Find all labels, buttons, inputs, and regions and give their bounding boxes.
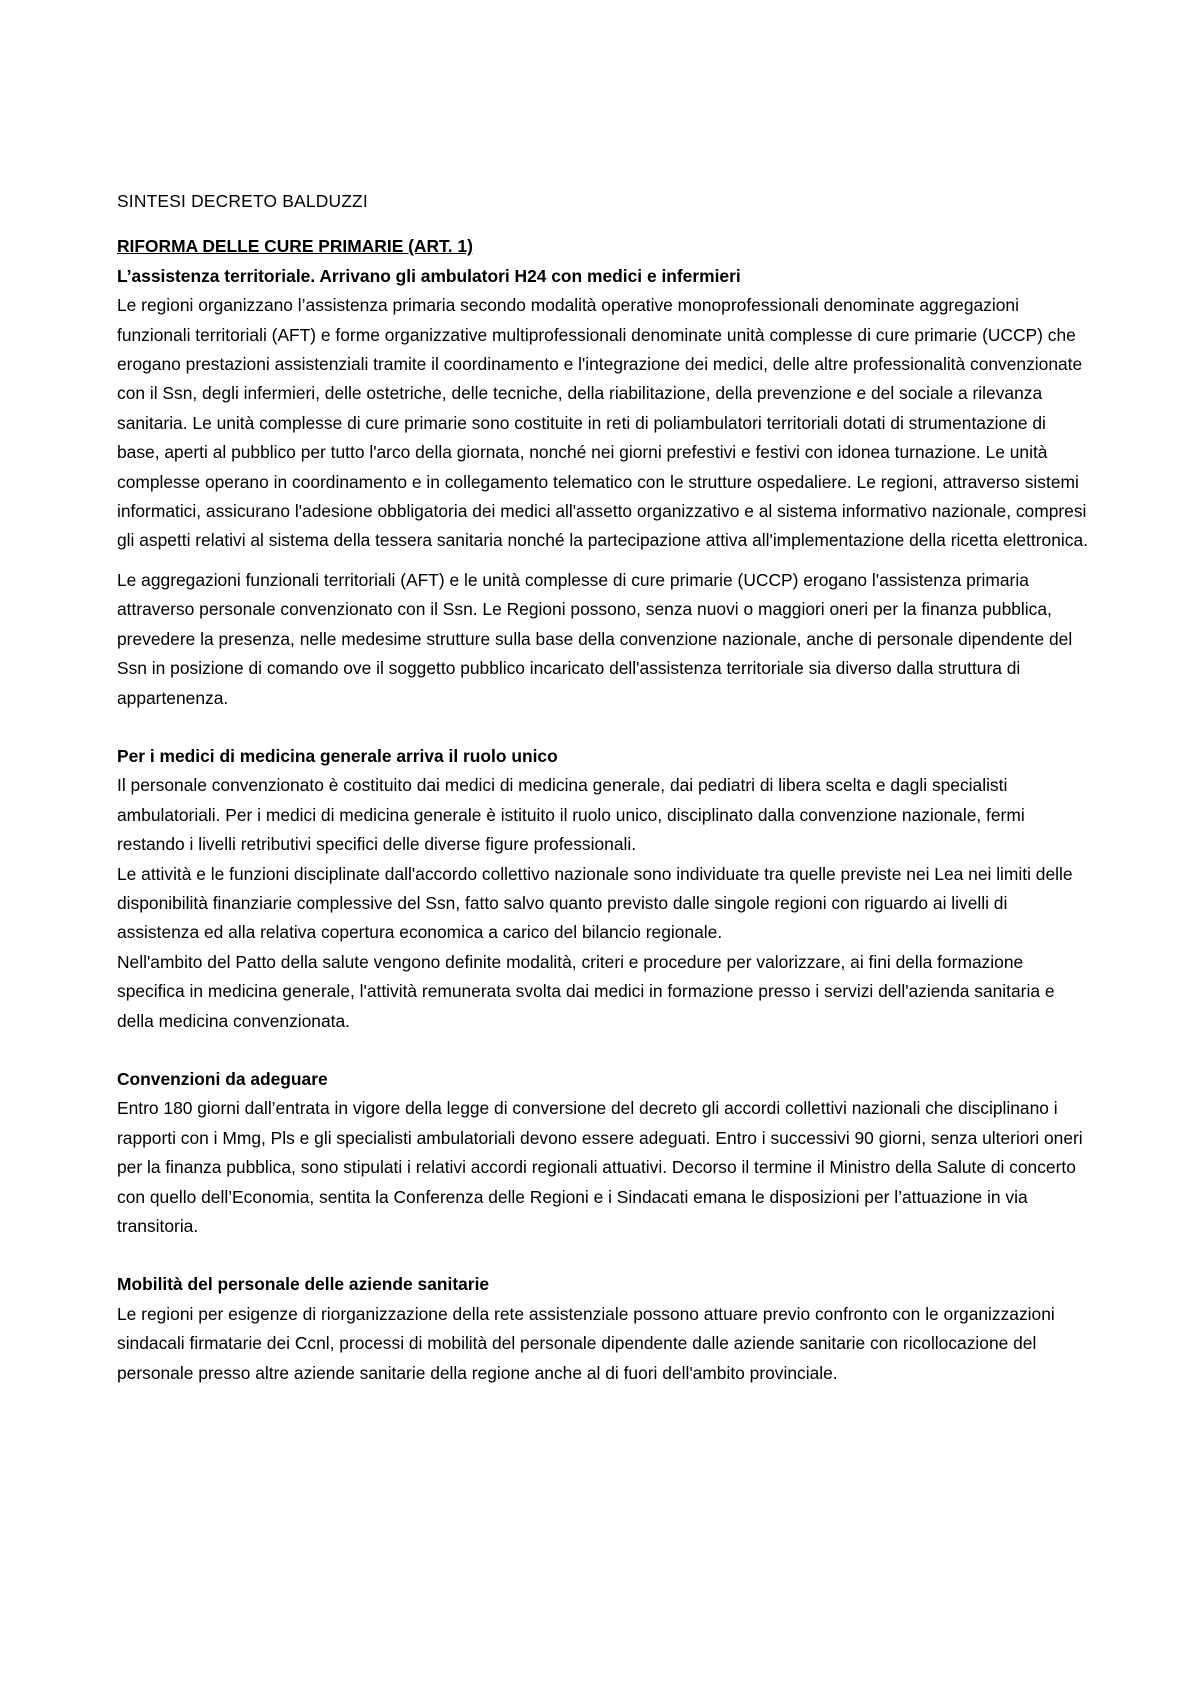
- paragraph: Le aggregazioni funzionali territoriali (AFT) e le unità complesse di cure primarie (UCCP) erogano l'assistenza primaria attraverso personale convenzionato con il Ssn. Le Regioni possono, senza nuovi o maggiori oneri per la finanza pubblica, prevedere la presenza, nelle medesime strutture sulla base della convenzione nazionale, anche di personale dipendente del Ssn in posizione di comando ove il soggetto pubblico incaricato dell'assistenza territoriale sia diverso dalla struttura di appartenenza.: [117, 569, 1073, 708]
- paragraph: Entro 180 giorni dall’entrata in vigore della legge di conversione del decreto gli accordi collettivi nazionali che disciplinano i rapporti con i Mmg, Pls e gli specialisti ambulatoriali devono essere adeguati. Entro i successivi 90 giorni, senza ulteriori oneri per la finanza pubblica, sono stipulati i relativi accordi regionali attuativi. Decorso il termine il Ministro della Salute di concerto con quello dell’Economia, sentita la Conferenza delle Regioni e i Sindacati emana le disposizioni per l’attuazione in via transitoria.: [117, 1098, 1083, 1236]
- section-heading: RIFORMA DELLE CURE PRIMARIE (ART. 1): [117, 236, 473, 257]
- section-subheading: L’assistenza territoriale. Arrivano gli ambulatori H24 con medici e infermieri: [117, 265, 741, 286]
- paragraph: Nell'ambito del Patto della salute vengono definite modalità, criteri e procedure per valorizzare, ai fini della formazione specifica in medicina generale, l'attività remunerata svolta dai medici in formazione presso i servizi dell'azienda sanitaria e della medicina convenzionata.: [117, 951, 1055, 1031]
- paragraph: Le attività e le funzioni disciplinate dall'accordo collettivo nazionale sono individuate tra quelle previste nei Lea nei limiti delle disponibilità finanziarie complessive del Ssn, fatto salvo quanto previsto dalle singole regioni con riguardo ai livelli di assistenza ed alla relativa copertura economica a carico del bilancio regionale.: [117, 863, 1073, 943]
- document-page: [117, 187, 1092, 1388]
- paragraph: Le regioni per esigenze di riorganizzazione della rete assistenziale possono attuare previo confronto con le organizzazioni sindacali firmatarie dei Ccnl, processi di mobilità del personale dipendente dalle aziende sanitarie con ricollocazione del personale presso altre aziende sanitarie della regione anche al di fuori dell'ambito provinciale.: [117, 1303, 1055, 1383]
- subheading-ruolo-unico: Per i medici di medicina generale arriva il ruolo unico: [117, 745, 558, 766]
- paragraph: Le regioni organizzano l’assistenza primaria secondo modalità operative monoprofessionali denominate aggregazioni funzionali territoriali (AFT) e forme organizzative multiprofessionali denominate unità complesse di cure primarie (UCCP) che erogano prestazioni assistenziali tramite il coordinamento e l'integrazione dei medici, delle altre professionalità convenzionate con il Ssn, degli infermieri, delle ostetriche, delle tecniche, della riabilitazione, della prevenzione e del sociale a rilevanza sanitaria. Le unità complesse di cure primarie sono costituite in reti di poliambulatori territoriali dotati di strumentazione di base, aperti al pubblico per tutto l'arco della giornata, nonché nei giorni prefestivi e festivi con idonea turnazione. Le unità complesse operano in coordinamento e in collegamento telematico con le strutture ospedaliere. Le regioni, attraverso sistemi informatici, assicurano l'adesione obbligatoria dei medici all'assetto organizzativo e al sistema informativo nazionale, compresi gli aspetti relativi al sistema della tessera sanitaria nonché la partecipazione attiva all'implementazione della ricetta elettronica.: [117, 295, 1088, 551]
- paragraph: Il personale convenzionato è costituito dai medici di medicina generale, dai pediatri di libera scelta e dagli specialisti ambulatoriali. Per i medici di medicina generale è istituito il ruolo unico, disciplinato dalla convenzione nazionale, fermi restando i livelli retributivi specifici delle diverse figure professionali.: [117, 775, 1025, 855]
- subheading-mobilita: Mobilità del personale delle aziende sanitarie: [117, 1274, 490, 1295]
- subheading-convenzioni: Convenzioni da adeguare: [117, 1068, 328, 1089]
- document-title: SINTESI DECRETO BALDUZZI: [117, 191, 368, 211]
